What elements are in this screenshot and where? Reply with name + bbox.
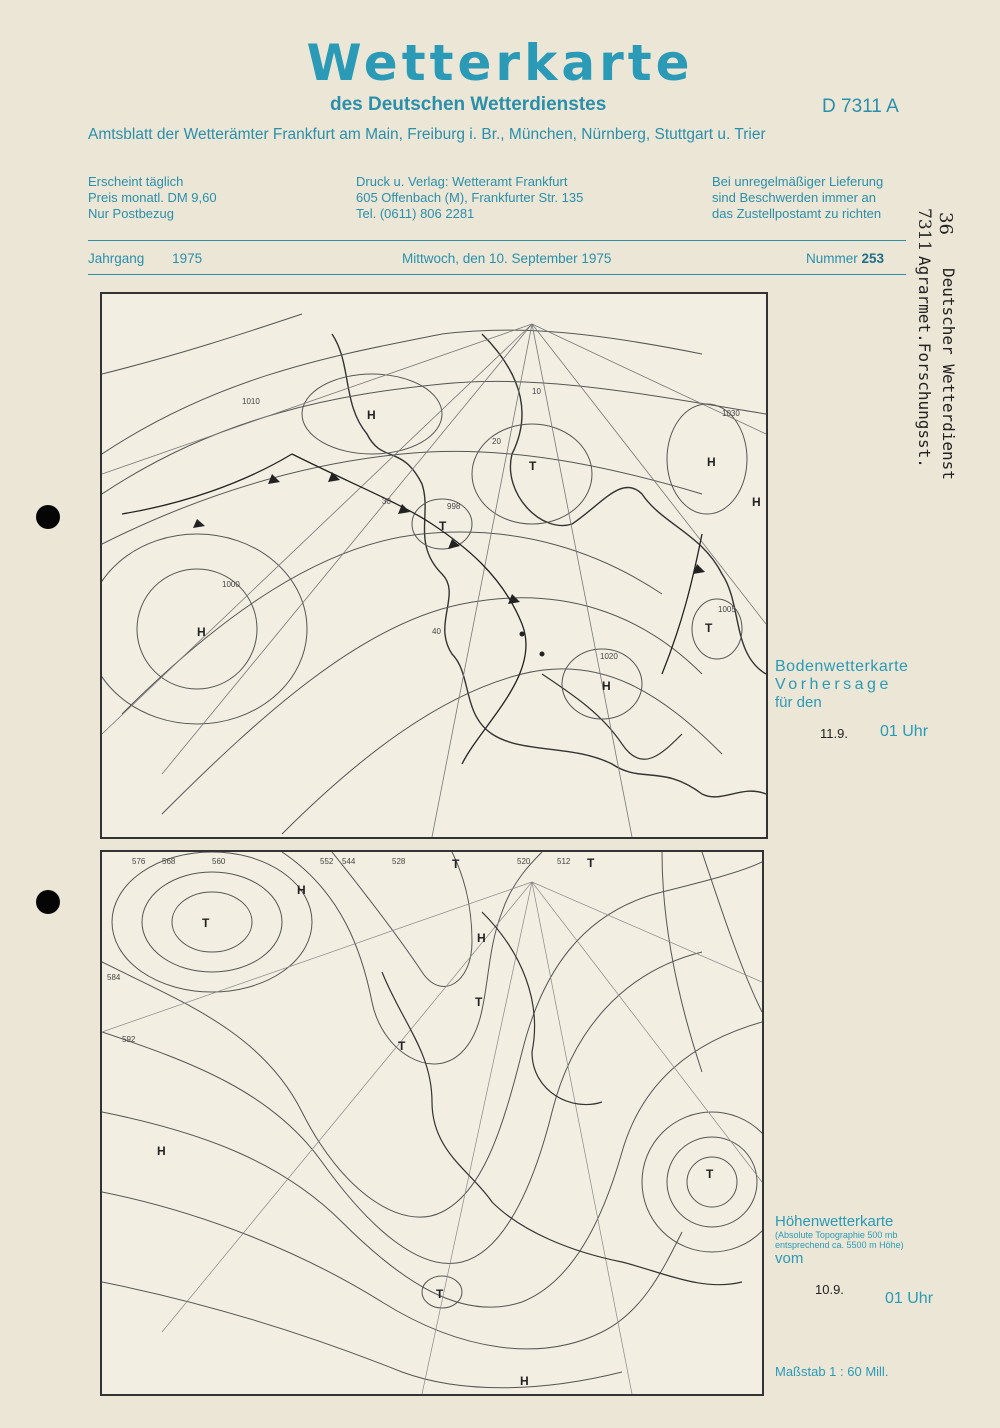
surface-map-forecast: Vorhersage [775, 676, 892, 693]
contour-label: 520 [517, 857, 531, 866]
jahrgang-label: Jahrgang [88, 251, 145, 266]
issue-date: Mittwoch, den 10. September 1975 [402, 251, 612, 266]
upper-air-note: (Absolute Topographie 500 mb [775, 1230, 898, 1240]
info-left-line: Preis monatl. DM 9,60 [88, 190, 217, 205]
contour-label: 544 [342, 857, 356, 866]
amtsblatt-line: Amtsblatt der Wetterämter Frankfurt am Main, Freiburg i. Br., München, Nürnberg, Stuttgart u. Trier [88, 126, 766, 143]
isobar-label: 1000 [222, 580, 240, 589]
surface-high-label: H [602, 679, 611, 693]
contour-label: 560 [212, 857, 226, 866]
info-right-line: Bei unregelmäßiger Lieferung [712, 174, 884, 189]
nummer-label: Nummer [806, 251, 858, 266]
surface-map-caption [775, 658, 908, 711]
upper-low-label: T [436, 1287, 444, 1301]
isobar-label: 20 [492, 437, 501, 446]
info-left-line: Erscheint täglich [88, 174, 184, 189]
info-middle [356, 174, 583, 222]
publication-code: D 7311 A [822, 96, 899, 117]
surface-map-time: 01 Uhr [880, 723, 929, 740]
upper-air-vom: vom [775, 1250, 804, 1267]
isobar-label: 30 [382, 497, 391, 506]
upper-high-label: H [477, 931, 486, 945]
surface-high-label: H [367, 408, 376, 422]
masthead-title: Wetterkarte [306, 34, 694, 92]
upper-low-label: T [202, 916, 210, 930]
isobar-label: 1010 [242, 397, 260, 406]
contour-label: 552 [320, 857, 334, 866]
isobar-label: 40 [432, 627, 441, 636]
masthead-subtitle: des Deutschen Wetterdienstes [330, 94, 607, 115]
upper-air-map [100, 850, 764, 1396]
info-left [88, 174, 217, 222]
info-right-line: sind Beschwerden immer an [712, 190, 877, 205]
info-mid-line: Druck u. Verlag: Wetteramt Frankfurt [356, 174, 568, 189]
nummer [806, 251, 884, 266]
archive-stamp-line2: Agrarmet.Forschungsst. [915, 256, 934, 468]
surface-map-title: Bodenwetterkarte [775, 658, 909, 675]
surface-low-label: T [705, 621, 713, 635]
contour-label: 512 [557, 857, 571, 866]
info-left-line: Nur Postbezug [88, 206, 174, 221]
upper-low-label: T [706, 1167, 714, 1181]
isobar-label: 1005 [718, 605, 736, 614]
surface-map-date: 11.9. [820, 726, 848, 741]
isobar-label: 1020 [600, 652, 618, 661]
header-rule-top [88, 240, 906, 241]
contour-label: 592 [122, 1035, 136, 1044]
upper-low-label: T [398, 1039, 406, 1053]
map-scale: Maßstab 1 : 60 Mill. [775, 1364, 889, 1379]
isobar-label: 1030 [722, 409, 740, 418]
info-right [712, 174, 883, 222]
header-rule-bottom [88, 274, 906, 275]
surface-map-drawing [102, 294, 766, 837]
upper-high-label: H [157, 1144, 166, 1158]
info-mid-line: Tel. (0611) 806 2281 [356, 206, 475, 221]
isobar-label: 10 [532, 387, 541, 396]
surface-high-label: H [197, 625, 206, 639]
upper-air-caption [775, 1213, 935, 1267]
surface-high-label: H [707, 455, 716, 469]
punch-hole-bottom [36, 890, 60, 914]
surface-map [100, 292, 768, 839]
contour-label: 568 [162, 857, 176, 866]
upper-high-label: H [520, 1374, 529, 1388]
upper-air-map-drawing [102, 852, 762, 1394]
jahrgang [88, 251, 202, 266]
upper-high-label: H [297, 883, 306, 897]
punch-hole-top [36, 505, 60, 529]
upper-low-label: T [475, 995, 483, 1009]
upper-air-date: 10.9. [815, 1282, 844, 1297]
nummer-value: 253 [861, 251, 885, 266]
upper-air-time: 01 Uhr [885, 1290, 934, 1307]
surface-low-label: T [439, 519, 447, 533]
info-right-line: das Zustellpostamt zu richten [712, 206, 882, 221]
upper-air-note: entsprechend ca. 5500 m Höhe) [775, 1240, 904, 1250]
contour-label: 584 [107, 973, 121, 982]
archive-handwritten-number: 36 [935, 212, 956, 235]
archive-handwritten-code: 7311 [914, 208, 934, 252]
upper-low-label: T [452, 857, 460, 871]
info-mid-line: 605 Offenbach (M), Frankfurter Str. 135 [356, 190, 584, 205]
surface-high-label: H [752, 495, 761, 509]
upper-air-title: Höhenwetterkarte [775, 1213, 894, 1230]
contour-label: 528 [392, 857, 406, 866]
archive-stamp-line1: Deutscher Wetterdienst [939, 268, 958, 480]
surface-low-label: T [529, 459, 537, 473]
isobar-label: 998 [447, 502, 461, 511]
jahrgang-value: 1975 [172, 251, 203, 266]
contour-label: 576 [132, 857, 146, 866]
upper-low-label: T [587, 856, 595, 870]
surface-map-fuer: für den [775, 694, 822, 711]
